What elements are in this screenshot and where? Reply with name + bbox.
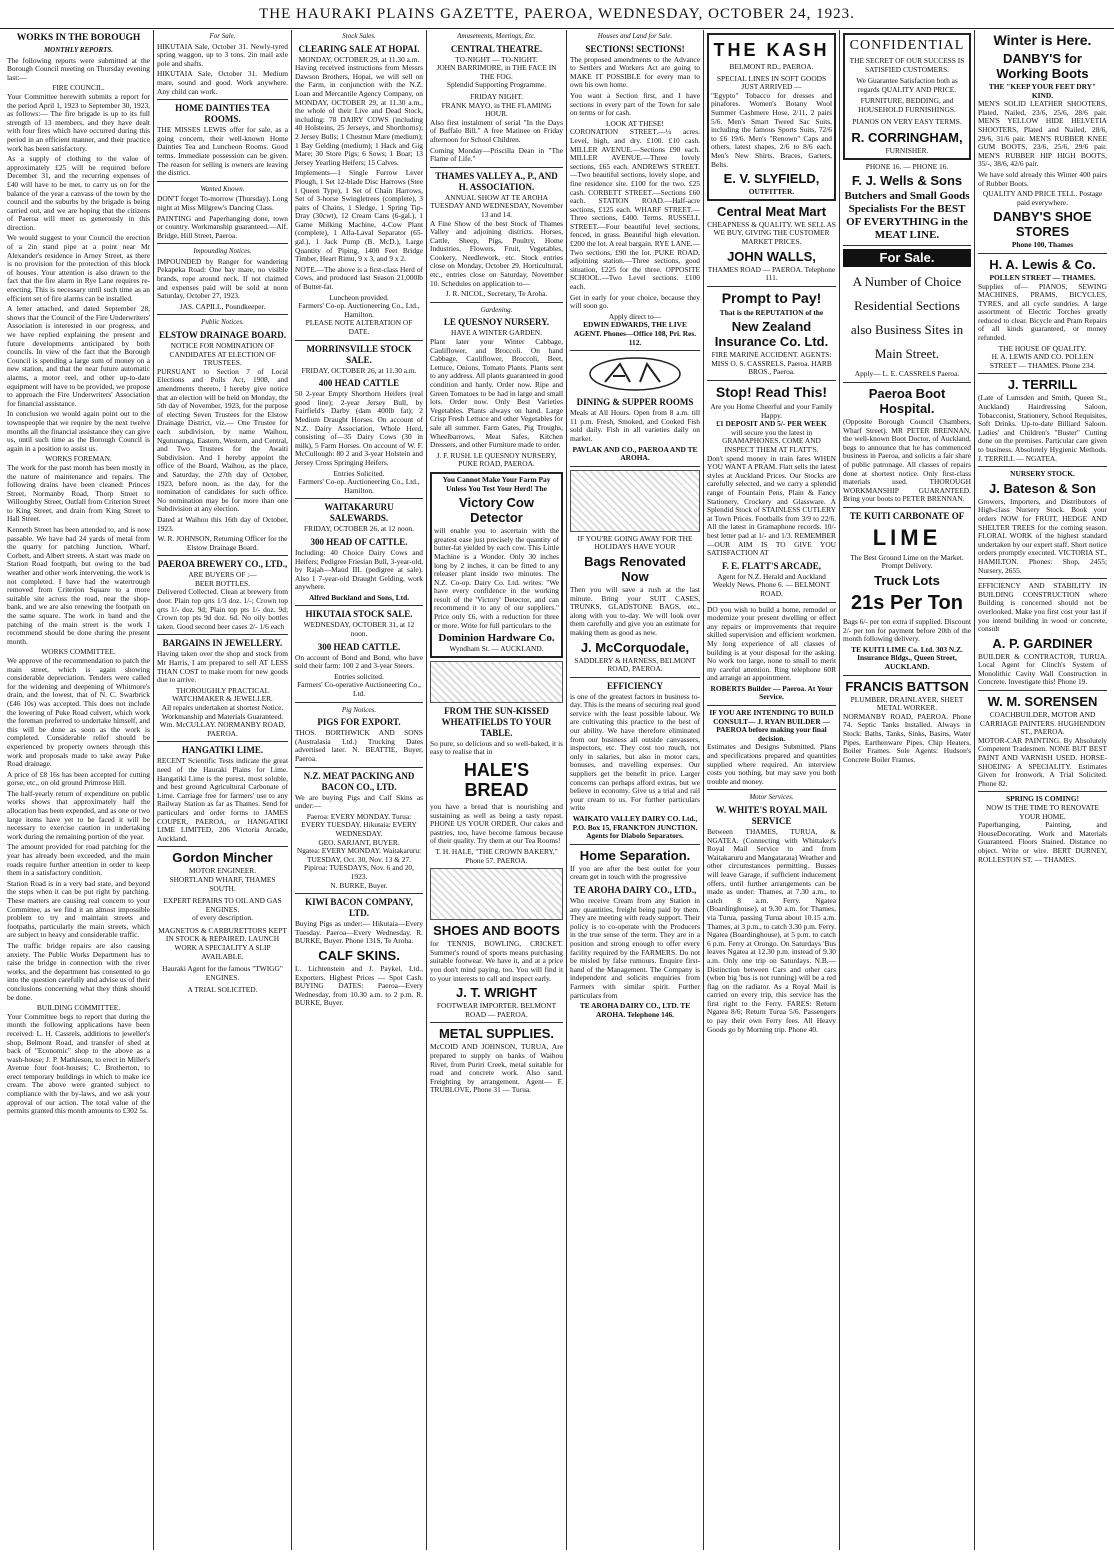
ad-head: WAITAKARURU SALEWARDS. (324, 502, 394, 524)
section-head: WORKS FOREMAN. (45, 454, 112, 464)
paragraph: A letter attached, and dated September 28, shows that the Council of the Fire Underwriters' Association is interested in our progress, and we have replied explaining the present and future developments anticipated by both councils. In view of the fact that the Borough Council is spending a large sum of money on a new station, and that the near future automatic alarms, a motor reel, and other up-to-date equipment will have to be provided, we propose to approach the Fire Underwriters' Association for financial assistance. (7, 304, 150, 408)
ad-text: Delivered Collected. Clean at brewery from door. Plain top qrts 1/3 doz. 1/-; Crown top qrts 1/- doz. 9d; Plain top pts 1/- doz. 9d; Crown top pts 9d doz. 6d. No oily bottles taken. Good second beer cases 2/- 1/6 each (157, 587, 288, 631)
ad-head: W. WHITE'S ROYAL MAIL SERVICE (715, 805, 828, 826)
ad-head: CLEARING SALE AT HOPAI. (298, 43, 420, 54)
signature: TE AROHA DAIRY CO., LTD. TE AROHA. Telephone 146. (579, 1001, 691, 1019)
ad-head: CALF SKINS. (318, 947, 400, 963)
ad-text: A Fine Show of the best Stock of Thames Valley and adjoining districts. Horses, Cattle, Sheep, Pigs, Poultry, Home Industries, Flowers, Fruit, Vegetables, Cookery, Needlework, etc. Stock entries close on Monday, October 29. Horticultural, etc., entries close on Saturday, November 10. Schedules on application to— (430, 218, 563, 288)
ad-head: FRANCIS BATTSON (845, 678, 969, 694)
ad-text: Coming Monday—Priscilla Dean in "The Flame of Life." (430, 145, 563, 164)
ad-subhead: THE "KEEP YOUR FEET DRY" KIND. (988, 82, 1097, 100)
ad-head: HANGATIKI LIME. (181, 745, 264, 756)
ad-subhead: FRIDAY NIGHT. (470, 91, 523, 101)
paragraph: A price of £8 16s has been accepted for cutting gorse, etc., on old ground Primrose Hill. (7, 769, 150, 788)
ad-head: METAL SUPPLIES. (438, 1026, 555, 1042)
ad-text: The Best Ground Lime on the Market. Prompt Delivery. (850, 552, 964, 571)
ad-text: If you are after the best outlet for your cream get in touch with the progressive (570, 863, 700, 882)
ad-text: A TRIAL SOLICITED. (187, 985, 258, 995)
ad-text: Are you Home Cheerful and your Family Happy. (710, 402, 833, 420)
ad-head: N.Z. MEAT PACKING AND BACON CO., LTD. (303, 770, 415, 792)
ad-text: Farmers' Co-operative Auctioneering Co., Ltd. (297, 680, 421, 699)
ad-text: Plant later your Winter Cabbage, Cauliflower, and Broccoli. On hand Cabbage, Cauliflower, Broccoli, Beet, Lettuce, Onions, Tomato Plants. Plants sent to any address. All plants guaranteed in good condition and hardy. Order now. Ripe and Green Tomatoes to be had in large and small lots. Order now. Only Best Varieties Vegetables. Plants always on hand. Large Crisp Fresh Lettuce and other Vegetables for sale all summer. Farm Gates, Pig Troughs, Wheelbarrows, Meat Safes, Kitchen Dressers, and other Furniture made to order. (430, 337, 564, 450)
ad-head: Victory Cow Detector (459, 495, 534, 526)
column-furniture (840, 30, 975, 1550)
column-stock (292, 30, 427, 1550)
ad-text: Buying Pigs as under:— Hikutaia—Every Tuesday. Paeroa—Every Wednesday. R. BURKE, Buyer. Phone 131S, Te Aroha. (295, 919, 423, 946)
category-head: Stock Sales. (342, 32, 376, 40)
ad-text: Including: 40 Choice Dairy Cows and Heifers; Pedigree Friesian Bull, 3-year-old, by Rajah—Maud III. (pedigree at sale). Also 1 7-year-old Draught Gelding, work anywhere. (295, 547, 423, 592)
ad-text: DO you wish to build a home, remodel or modernize your present dwelling or effect any repairs or improvements that require skilled supervision and efficient workmen. My long experience of all classes of building is at your disposal for the asking. No work too large, none to small to merit my careful attention. Ring telephone 60R and arrange an appointment. (707, 604, 836, 683)
ad-text: Farmers' Co-op. Auctioneering Co., Ltd., Hamilton. (298, 477, 420, 495)
ad-subhead: FRIDAY, OCTOBER 26, at 11.30 a.m. (301, 365, 417, 375)
ad-text: Implements—1 Single Furrow Lever Plough, 1 Set 12-blade Disc Harrows (Stee l Queen Type), 1 Set of Chain Harrows, Set of 3-horse Swingletrees (complete), 3 pairs of Chains, 1 Sledge, 1 Spring Tip-Dray (30cwt), 12 Cream Cans (6-gal.), 1 Game Milking Machine, 4-Cow Plant (complete), 1 Alfa-Laval Separator (65-gal.), 1 Jack Pump (B. McD.), Large Quantity of Piping, 1400 Feet Bridge Timber, Heart Rimu, 9 x 3, and 9 x 2. (295, 168, 423, 264)
ad-text: FOOTWEAR IMPORTER. BELMONT ROAD — PAEROA. (436, 1001, 557, 1019)
column-works (4, 30, 154, 1550)
ad-text: The proposed amendments to the Advance to Settlers and Workers Act are going to MAKE IT POSSIBLE for every man to own his own home. (570, 54, 700, 90)
columns (4, 30, 1110, 1550)
ad-head: Gordon Mincher (172, 850, 273, 866)
ad-head: SECTIONS! SECTIONS! (585, 43, 685, 54)
ad-text: So pure, so delicious and so well-baked, it is easy to realise that in (430, 738, 563, 757)
paragraph: The traffic bridge repairs are also causing anxiety. The Public Works Department has to raise the bridge in connection with the river works, and the department has consented to go into the question carefully and advise us of their conclusions concerning what they think should be done. (7, 940, 150, 1002)
luggage-illustration (570, 470, 700, 532)
category-head: For Sale. (209, 32, 236, 40)
article-subtitle: MONTHLY REPORTS. (43, 46, 114, 54)
ad-subhead: ANNUAL SHOW AT TE AROHA TUESDAY AND WEDNESDAY, November 13 and 14. (430, 192, 563, 219)
ad-text: SADDLERY & HARNESS, BELMONT ROAD, PAEROA. (574, 655, 696, 674)
ad-text: 50 2-year Empty Shorthorn Heifers (real good line); 2-year Jersey Bull, by Fairfield's Darby (dam 400lb fat); 2 Medium Draught Horses. On account of N.Z. Dairy Association, Whole Herd, consisting of—35 Dairy Cows (30 in milk), 5 Farm Horses. On account of W. F. McCullough: 80 2 and 3-year Holstein and Jersey Cross Springing Heifers. (295, 389, 423, 467)
ad-subhead: THE HOUSE OF QUALITY. (998, 343, 1087, 353)
ad-subhead: IF YOU'RE GOING AWAY FOR THE HOLIDAYS HAVE YOUR (577, 533, 693, 552)
ad-text: is one of the greatest factors in business to-day. This is the means of securing real good service with the least possible labour. We are cultivating this practice to the best of our ability. We have therefore eliminated from our business all outside canvassers, inspectors, etc. They cost too much, not only in salaries, but also in motor cars, bonuses, and travelling expenses. Our suppliers get the benefit in price. Larger concerns can perhaps afford extras, but we believe in economy. Give us a trial and rail your cream to us. For further particulars write (570, 691, 700, 813)
ad-head: J. Bateson & Son (989, 480, 1096, 496)
ad-text: FRANK MAYO, in THE FLAMING HOUR. (441, 100, 552, 119)
ad-subhead: POLLEN STREET — THAMES. (989, 272, 1096, 282)
ad-text: Between THAMES, TURUA, & NGATEA. (Connecting with Whittaker's Royal Mail Service to and from Waitakaruru and Mangatarata) Weather and other circumstances permitting. Busses will leave Garage, if sufficient inducement offers, until further arrangements can be made as under: Thames, at 7.30 a.m., to catch 8 a.m. Ferry. Ngatea (Boardinghouse), at 9.30 a.m. for Thames, via Turua, passing Turua about 10.15 a.m. Thames, at 3 p.m., to catch 3.30 p.m. Ferry. Ngatea (Boardinghouse), at 5 p.m. to catch 6 p.m. Ferry at Orongo. On Saturdays 'Bus leaves Ngatea at 12.30 p.m. instead of 9.30 a.m. Only one trip on Saturdays. N.B.—Distinction between Cars and other cars (when big 'bus is not running) will be a red flag on the radiator. As a Royal Mail is carried on every trip, this service has the first right to the Ferry. FARES: Return Ngatea 8/6; Return Turua 5/6. Passengers to pay their own Ferry fees. All Heavy Goods go by Morning trip. Phone 40. (707, 827, 836, 1034)
ad-head: Bags Renovated Now (584, 553, 686, 584)
ad-text: All repairs undertaken at shortest Notice. (161, 703, 284, 712)
ad-head: HIKUTAIA STOCK SALE. (305, 609, 413, 620)
ad-text: Wyndham St. — AUCKLAND. (449, 644, 544, 654)
ad-head: SHOES AND BOOTS (433, 923, 560, 939)
ad-text: Also first instalment of serial "In the Days of Buffalo Bill." A free Matinee on Friday afternoon for School Children. (430, 117, 563, 144)
ad-text: IMPOUNDED by Ranger for wandering Pekapeka Road: One bay mare, no visible brands, rope around neck. If not claimed and expenses paid will be sold at noon Saturday, October 27, 1923. (157, 256, 288, 301)
ad-text: We have sold already this Winter 400 pairs of Rubber Boots. (978, 169, 1107, 188)
ad-text: Hauraki Agent for the famous "TWIGG" ENGINES. (162, 964, 283, 982)
section-head: BUILDING COMMITTEE. (36, 1003, 121, 1013)
paragraph: The work for the past month has been mostly in the nature of maintenance and repairs. The following drains have been cleaned: Princes Street, Normanby Road, Thorp Street to Willoughby Street, Outfall from Criterion Street to King Street, and drain from King Street to Hall Street. (7, 462, 150, 524)
ad-head: Truck Lots (874, 573, 940, 589)
signature: Apply— L. E. CASSRELS Paeroa. (854, 369, 960, 379)
paragraph: Your Committee begs to report that during the month the following applications have been received: L. H. Cassrels, additions to jeweller's shop, Belmont Road, and transfer of shed at back of "Economic" shop to the above as a wash-house; J. P. Mathieson, to erect in Miller's Avenue four foot-houses; C. Brotherton, to erect temporary buildings in which to make ice cream. The above were granted subject to compliance with the by-laws, and we ask your approval of our action. The total value of the permits granted this month amounts to £302 5s. (7, 1011, 150, 1116)
ad-head: BARGAINS IN JEWELLERY. (162, 638, 283, 649)
ad-text: Don't spend money in train fares WHEN YOU WANT A PRAM. Flatt sells the latest styles at Auckland Prices. Our Stocks are carefully selected, and we carry a splendid range of Fountain Pens, Plain & Fancy Stationery, Crockery and Glassware. A Splendid Stock of STAINLESS CUTLERY at Town Prices. Footballs from 3/9 to 22/6. All the latest in Gramaphone records. 10/- best letter pad at 1/- and 1/3. REMEMBER—OUR AIM IS TO GIVE YOU SATISFACTION AT (707, 453, 836, 558)
ad-text: THOS. BORTHWICK AND SONS (Australasia Ltd.) Trucking Dates advertised later. N. BEATTIE, Buyer, Paeroa. (295, 728, 423, 763)
ad-head: PIGS FOR EXPORT. (317, 717, 401, 728)
ad-subhead: TE KUITI CARBONATE OF (849, 510, 965, 521)
ad-subhead: OUTFITTER. (748, 187, 795, 197)
ad-head: Home Separation. (579, 847, 691, 863)
ad-text: NOTE.—The above is a first-class Herd of Cows, and produced last Season 21,000lb of Butter-fat. (295, 264, 423, 292)
ad-text: RECENT Scientific Tests indicate the great need of the Hauraki Plains for Lime. Hangatiki Lime is the purest, most soluble, and best ground Agricultural Carbonate of Lime. Carriage free for farmers' use to any Railway Station as far as Thames. Send for particulars and order forms to JAMES COUPER, PAEROA, or HANGATIKI LIME LIMITED, 206 Victoria Arcade, Auckland. (157, 756, 288, 843)
ad-text: will enable you to ascertain with the greatest ease just precisely the quantity of butter-fat yielded by each cow. This Little Machine is a Wonder. Only 30 inches long by 2 inches, it can be fitted to any releaser plant inside two minutes. The N.Z. Co-op. Dairy Co. Ltd. writes: "We have every confidence in the working result of the 'Victory' Detector, and can recommend it to any of our suppliers." Price only £6, with a reduction for three or more. Write for full particulars to the (434, 526, 559, 630)
ad-subhead: MOTOR ENGINEER. (188, 866, 257, 876)
ad-head: J. McCorquodale, (580, 639, 690, 655)
ad-subhead: HAVE A WINTER GARDEN. (451, 328, 542, 338)
ad-text: for TENNIS, BOWLING, CRICKET. Summer's round of sports means purchasing suitable footwear. We have it, and at a price you don't mind paying, too. You will find it to your interests to call and inspect early. (430, 939, 563, 983)
ad-text: HIKUTAIA Sale, October 31. Newly-tyred spring waggon, up to 3 tons. 2in mail axle pole and shafts. (157, 41, 288, 68)
ad-text: PLEASE NOTE ALTERATION OF DATE. (305, 318, 413, 336)
signature: PAVLAK AND CO., PAEROA AND TE AROHA. (572, 444, 698, 463)
ad-subhead: 300 HEAD OF CATTLE. (310, 536, 408, 547)
ad-subhead: 400 HEAD CATTLE (318, 378, 400, 389)
paragraph: We would suggest to your Council the erection of a 2in stand pipe at a point near Mr Alexander's residence in Arney Street, as there is no provision for the protection of this block of houses. Your attention is also drawn to the fact that the fire alarm in Rye Lane requires re-erecting. This is necessary until such time as an efficient set of fire alarms can be installed. (7, 233, 150, 303)
paragraph: The amount provided for road patching for the year has already been exceeded, and the main roads require further attention in order to keep them in a satisfactory condition. (7, 842, 150, 878)
ad-text: Paeroa: EVERY MONDAY. Turua: EVERY TUESDAY. Hikutaia: EVERY WEDNESDAY. (301, 811, 417, 838)
column-classifieds (154, 30, 292, 1550)
ad-subhead: ARE BUYERS OF :— (188, 570, 257, 580)
ad-subhead: ROBERTS Builder — Paeroa. At Your Service. (710, 683, 833, 702)
ad-head: J. T. WRIGHT (456, 985, 537, 1001)
ad-text: MEN'S SOLID LEATHER SHOOTERS, Plated, Nailed, 23/6, 25/6, 28/6 pair. MEN'S YELLOW HIDE HELVETIA SHOOTERS, Plated and Nailed, 28/6, 29/6, 31/6 pair. MEN'S RUBBER KNEE GUM BOOTS, 23/6, 25/6, 29/6 pair. MEN'S RUBBER HIP HIGH BOOTS, 35/-, 38/6, 42/6 pair. (978, 99, 1107, 169)
ad-text: Paperhanging, Painting, and HouseDecorating. Work and Materials Guaranteed. Floors Stained. Distance no object. Write or wire. BERT DURNEY, ROLLESTON ST. — THAMES. (978, 820, 1107, 864)
signature: WAIKATO VALLEY DAIRY CO. Ltd., P.O. Box 15, FRANKTON JUNCTION. Agents for Diabolo Separators. (572, 814, 698, 841)
ad-text: you have a bread that is nourishing and sustaining as well as being a tasty repast. PHONE US YOUR ORDER. Our cakes and pastries, too, have become famous because of their quality. Try them at our Tea Rooms! (430, 802, 563, 846)
ad-subhead: SPECIAL LINES IN SOFT GOODS JUST ARRIVED — (716, 73, 827, 92)
ad-subhead: FURNISHER. (885, 146, 929, 156)
ad-subhead: That is the REPUTATION of the (719, 307, 824, 317)
ad-text: Who receive Cream from any Station in any quantities, freight being paid by them. They are meeting with ready support. Their policy is to co-operate with the Producers in the true sense of the term. They are in a position and strong enough to offer every facility required by the FARMERS. Do not be misled by false rumours. Enquire first-hand of the Management. The Company is independent and solicits enquiries from Farmers with similar spirit. Further particulars from (570, 895, 700, 1000)
ad-text: Alfred Buckland and Sons, Ltd. (308, 592, 410, 602)
paragraph: In conclusion we would again point out to the townspeople that we require by the next twelve months all the financial assistance they can give us, until such time as the Borough Council is again in a position to assist us. (7, 409, 150, 453)
ad-text: THAMES ROAD — PAEROA. Telephone 111. (707, 264, 836, 283)
ad-head: 21s Per Ton (851, 592, 963, 615)
column-boots (975, 30, 1110, 1550)
ad-text: You want a Section first, and I have sections in every part of the Town for sale on terms or for cash. (570, 90, 700, 118)
ad-text: CHEAPNESS & QUALITY. WE SELL AS WE BUY, GIVING THE CUSTOMER MARKET PRICES. (707, 219, 836, 246)
ad-head: ELSTOW DRAINAGE BOARD. (159, 330, 286, 341)
ad-text: "Egypto" Tobacco for dresses and pinafores. Women's Botany Wool Summer Cashmere Hose, 2/11, 2 pairs 5/6. Men's Smart Tweed Sac Suits, including the famous Sports Suits, 72/6 to £6 19/6. Men's "Renown" Caps and others, latest shapes, 2/6 to 8/6 each. Men's New Shirts, Braces, Garters, Belts. (711, 90, 832, 169)
ad-subhead: You Cannot Make Your Farm Pay Unless You Test Your Herd! The (442, 474, 551, 493)
ad-head: EFFICIENCY (606, 680, 663, 691)
ad-head: KIWI BACON COMPANY, LTD. (305, 897, 413, 919)
ad-text: CORONATION STREET.—¼ acres. Level, high, and dry. £100. £10 cash. MILLER AVENUE.—Sections £90 each. MILLER AVENUE.—Three lovely sections, £65 each. ANDREWS STREET.—Two beautiful sections, lovely slope, and fine residence site. £100 for the two. £25 cash. CORBETT STREET.—Sections £60 each. STATION ROAD.—Half-acre sections, £125 each. WHARF STREET.—Three sections, £400. Terms. RUSSELL STREET.—Four beautiful level sections, fenced, in grass. Beautiful high elevation. £200 the lot. A real bargain. RYE LANE.—Two sections, £90 the lot. PUKE ROAD, adjoining station.—Three sections, good situation, £225 for the three. OPPOSITE SCHOOL.—Two Level sections. £100 each. (570, 127, 700, 292)
ad-head: J. TERRILL (1007, 377, 1078, 393)
ad-text: GEO. SARJANT, BUYER. (318, 837, 400, 847)
ad-text: JOHN BARRIMORE, in THE FACE IN THE FOG. (436, 63, 557, 81)
paragraph: Your Committee herewith submits a report for the period April 1, 1923 to September 30, 1923, as follows:— The fire brigade is up to its full strength of 13 members, and they have dealt with four fires which have occurred during this period in an efficient manner, and their practice work has been satisfactory. (7, 91, 150, 153)
signature: J. F. RUSH. LE QUESNOY NURSERY, PUKE ROAD, PAEROA. (436, 450, 557, 469)
paragraph: The following reports were submitted at the Borough Council meeting on Thursday evening last:— (7, 55, 150, 82)
ad-text: EFFICIENCY AND STABILITY IN BUILDING CONSTRUCTION where Building is concerned should not be overlooked. Make you first cost your last if you intend building in wood or concrete, consult (978, 581, 1107, 634)
signature: H. A. LEWIS AND CO. POLLEN STREET — THAMES. Phone 234. (989, 352, 1096, 370)
ad-head: Winter is Here. (993, 32, 1092, 48)
category-head: Public Notices. (201, 318, 244, 327)
signature: EDWIN EDWARDS, THE LIVE AGENT. Phones—Office 108, Pri. Res. 112. (573, 320, 697, 347)
ad-text: We are buying Pigs and Calf Skins as under:— (295, 792, 423, 811)
paragraph: We approve of the recommendation to patch the main street, which is again showing considerable depreciation. Tenders were called for the widening and deepening of Whitmore's drain, and the lowest, that of N. C. Swarbrick (£46 10s) was accepted. This does not include the lowering of Puke Road culvert, which work the foreman preferred to undertake himself, and this will be done as soon as the work is completed. Considerable relief should be experienced by property owners through this work and proposals made to take away Puke Road drainage. (7, 655, 150, 769)
signature: Wm. McCULLAY. NORMANBY ROAD, PAEROA. (159, 720, 286, 738)
ad-head: Prompt to Pay! (721, 289, 822, 306)
ad-text: Having received instructions from Messrs Dawson Brothers, Hopai, we will sell on the Farm, in conjunction with the N.Z. Loan and Mercantile Agency Company, on MONDAY, OCTOBER 29, at 11.30 a.m., the whole of their Live and Dead Stock, including: 78 DAIRY COWS (including 40 Holsteins, 25 Jerseys, and Shorthorns); 2 Jersey Bulls; 1 Chestnut Mare (medium); 1 Bay Gelding (medium); 1 Hack and Gig Mare; 30 Store Pigs; 6 Sows; 1 Boar; 13 Jersey Yearling Heifers; 15 Calves. (295, 63, 423, 167)
ad-text: Luncheon provided. (329, 292, 389, 302)
ad-head: THAMES VALLEY A., P., AND H. ASSOCIATION. (435, 170, 558, 192)
ad-text: Entries solicited. (334, 671, 384, 681)
ad-text: BELMONT RD., PAEROA. (729, 62, 814, 71)
ad-text: FIRE MARINE ACCIDENT. AGENTS: MISS O. S. CASSRELS, Paeroa. HARB BROS., Paeroa. (711, 350, 832, 377)
column-amusements (427, 30, 567, 1550)
ad-subhead: COACHBUILDER, MOTOR AND CARRIAGE PAINTERS. HUGHENDON ST., PAEROA. (979, 710, 1106, 737)
ad-text: Workmanship and Materials Guaranteed. (161, 711, 284, 721)
signature: T. H. HALE, "THE CROWN BAKERY," Phone 57. PAEROA. (435, 847, 558, 865)
ad-subhead: PLUMBER, DRAINLAYER, SHEET METAL WORKER. (850, 694, 964, 713)
ad-head: Central Meat Mart (716, 203, 827, 219)
ad-text: (Opposite Borough Council Chambers, Wharf Street). MR PETER BRENNAN, the well-known Boot Doctor, of Auckland, begs to announce that he has commenced business in Paeroa, and solicits a fair share of public patronage. All classes of repairs done at shortest notice. Only first-class materials used. THOROUGH WORKMANSHIP GUARANTEED. Bring your boots to PETER BRENNAN. (843, 416, 971, 504)
paragraph: Kenneth Street has been attended to, and is now passable. We have had 24 yards of metal from the quarry for patching Junction, Wharf, Corbett, and Albert streets. A start was made on Station Road footpath, but owing to the bad weather and other work intervening, the work is not completed. I have had the watertrough removed from Criterion Square to a more suitable site across the road, near the shop-bank, and we are also renewing the footpath on the same square. The work in hand and the patching of the main street is the work I recommend should be done during the present month. (7, 525, 150, 646)
ad-text: PAINTING and Paperhanging done, town or country. Workmanship guaranteed.—Alf. Bridge, Hill Street, Paeroa. (157, 213, 288, 240)
category-head: Pig Notices. (341, 705, 377, 714)
ad-text: Having taken over the shop and stock from Mr Harris, I am prepared to sell AT LESS THAN COST to make room for new goods due to arrive. (157, 649, 288, 685)
ad-subhead: LOOK AT THESE! (605, 118, 665, 128)
ad-text: DON'T forget To-morrow (Thursday). Long night at Miss Milgrew's Dancing Class. (157, 194, 288, 212)
ad-text: of every description. (192, 913, 253, 923)
category-head: Houses and Land for Sale. (597, 32, 673, 40)
ad-head: Paeroa Boot Hospital. (868, 385, 946, 416)
ad-subhead: THOROUGHLY PRACTICAL WATCHMAKER & JEWELLER. (172, 685, 273, 704)
boots-illustration (430, 868, 563, 920)
paragraph: As a supply of clothing to the value of approximately £25 will be required before December 31, and the recurring expenses of £40 will have to be met, to carry us on for the balance of the year a canvass of the town by the council and the suburbs by the brigade is being carried out, and we are hoping that the citizens of Paeroa will meet us generously in this direction. (7, 154, 150, 232)
ad-text: PURSUANT to Section 7 of Local Elections and Polls Act, 1908, and amendments thereto, I hereby give notice that an election will be held on Monday, the 5th day of November, 1923, for the purpose of electing Seven Trustees for the Elstow Drainage District, viz.— One Trustee for each subdivision, by name Waihou, Ngutunanga, Eastern, Western, and Central, and Two Trustees for the Awaiti Subdivision. And I hereby appoint the office of the Board, Waihou, as the place, and Saturday, the 27th day of October, 1923, before noon, as the day, for the nomination of candidates for such office. No nomination may be for more than one Subdivision at any election. (157, 366, 288, 514)
ad-head: FROM THE SUN-KISSED WHEATFIELDS TO YOUR TABLE. (441, 705, 552, 738)
ad-head: DANBY'S for Working Boots (996, 51, 1089, 81)
ad-subhead: EXPERT REPAIRS TO OIL AND GAS ENGINES. (163, 896, 282, 914)
ad-text: PIANOS ON VERY EASY TERMS. (852, 116, 962, 126)
category-head: Wanted Known. (200, 184, 245, 193)
signature: W. R. JOHNSON, Returning Officer for the Elstow Drainage Board. (157, 534, 288, 552)
ad-text: Butchers and Small Goods Specialists For the BEST OF EVERYTHING in the MEAT LINE. (844, 190, 970, 242)
ad-head: CONFIDENTIAL (849, 38, 965, 53)
ad-subhead: Phone 100, Thames (1011, 240, 1074, 250)
ad-head: THE KASH (713, 40, 830, 60)
ad-subhead: 300 HEAD CATTLE. (317, 641, 401, 652)
masthead: THE HAURAKI PLAINS GAZETTE, PAEROA, WEDNESDAY, OCTOBER 24, 1923. (0, 0, 1114, 29)
ad-text: THE MISSES LEWIS offer for sale, as a going concern, their well-known Home Dainties Tea and Luncheon Rooms. Good terms. Immediate possession can be given. The reason for selling is owners are leaving the district. (157, 125, 288, 178)
wheatfield-illustration (430, 661, 563, 703)
ad-text: N. BURKE, Buyer. (330, 880, 388, 890)
ad-text: FURNITURE, BEDDING, and HOUSEHOLD FURNISHINGS. (858, 96, 956, 114)
ad-head: Stop! Read This! (715, 384, 828, 401)
ad-text: Entries Solicited. (333, 468, 385, 478)
category-head: Amusements, Meetings, Etc. (457, 32, 536, 40)
ad-head: LE QUESNOY NURSERY. (443, 317, 550, 328)
ad-subhead: WEDNESDAY, OCTOBER 31, at 12 noon. (303, 620, 415, 639)
ad-text: QUALITY AND PRICE TELL. Postage paid everywhere. (982, 189, 1103, 207)
ad-subhead: TE AROHA DAIRY CO., LTD., (573, 884, 697, 895)
ad-head: PAEROA BREWERY CO., LTD., (157, 559, 288, 570)
signature: TE KUITI LIME Co. Ltd. 303 N.Z. Insurance Bldgs., Queen Street, AUCKLAND. (851, 644, 963, 672)
ad-subhead: NOTICE FOR NOMINATION OF CANDIDATES AT ELECTION OF TRUSTEES. (169, 341, 276, 368)
ad-text: Growers, Importers, and Distributors of High-class Nursery Stock. Book your orders NOW for FRUIT, HEDGE AND SHELTER TREES for the coming season. FLORAL WORK of the highest standard undertaken by our expert staff. Short notice orders promptly executed. VICTORIA ST., HAMILTON. Phones: Shop, 2455; Nursery, 2655. (978, 496, 1107, 575)
corringham-ad (843, 33, 971, 160)
column-houses (567, 30, 704, 1550)
ad-subhead: IF YOU ARE INTENDING TO BUILD CONSULT— J. RYAN BUILDER — PAEROA before making your final decision. (709, 708, 834, 743)
ad-head: LIME (872, 524, 942, 550)
ad-text: HIKUTAIA Sale, October 31. Medium mare, sound and good. Work anywhere. Any child can work. (157, 69, 288, 96)
paragraph: Station Road is in a very bad state, and beyond the steps when it can be put right by patching. These matters are causing real concern to your Committee, as we find it an almost impossible problem to try and maintain streets and footpaths, particularly the main streets, which are subject to heavy and considerable traffic. (7, 878, 150, 940)
ad-head: DINING & SUPPER ROOMS (576, 397, 694, 408)
ad-text: Farmers' Co-op. Auctioneering Co., Ltd., Hamilton. (298, 301, 420, 319)
ad-text: McCOID AND JOHNSON, TURUA, Are prepared to supply on banks of Waihou River, from Puriri Creek, metal suitable for road and concrete work. Also sand. Freighting by arrangement. Agent— F. TRUBLOVE, Phone 31 — Turua. (430, 1042, 563, 1095)
paragraph: The half-yearly return of expenditure on public works shows that approximately half the allocation has been expended, and as one or two large items have yet to be faced it will be necessary to exercise caution in undertaking work during the remaining portion of the year. (7, 788, 150, 841)
ad-subhead: TO-NIGHT — TO-NIGHT. (455, 54, 538, 64)
section-head: WORKS COMMITTEE. (41, 647, 116, 657)
ad-head: F. J. Wells & Sons (851, 173, 963, 189)
category-head: Gardening. (480, 305, 513, 314)
ad-text: Ngatea: EVERY MONDAY. Waitakaruru: TUESDAY, Oct. 30, Nov. 13 & 27. Pipiroa: TUESDAYS, Nov. 6 and 20, 1923. (296, 846, 422, 881)
ad-subhead: £1 DEPOSIT AND 5/- PER WEEK (716, 419, 827, 429)
article-title: WORKS IN THE BOROUGH (16, 33, 141, 43)
ad-text: Get in early for your choice, because they will soon go. (570, 292, 700, 311)
ad-head: DANBY'S SHOE STORES (993, 209, 1092, 240)
victory-ad (430, 472, 563, 658)
ad-text: NORMANBY ROAD, PAEROA. Phone 74. Septic Tanks Installed. Always in Stock: Baths, Tanks, Sinks, Basins, Water Pipes, Earthenware Pipes, Chip Heaters, Boiler Frames. Sole Agents: Hudson's Concrete Boiler Frames. (843, 711, 971, 764)
ad-text: Splendid Supporting Programme. (446, 80, 547, 90)
ad-head: E. V. SLYFIELD, (723, 171, 820, 187)
ad-subhead: BEER BOTTLES. (194, 578, 251, 588)
ad-text: Dated at Waihou this 16th day of October, 1923. (157, 514, 288, 533)
ad-head: R. CORRINGHAM, (851, 130, 963, 146)
ad-head: Dominion Hardware Co. (438, 632, 555, 645)
ad-text: SHORTLAND WHARF, THAMES SOUTH. (169, 874, 276, 893)
signature: JAS. CAPILL, Poundkeeper. (179, 301, 266, 311)
ad-text: Then you will save a rush at the last minute. Bring your SUIT CASES, TRUNKS, GLADSTONE BAGS, etc., along with you to-day. We will look over them carefully and give you an estimate for making them as good as new. (570, 584, 700, 637)
signature: J. R. NICOL, Secretary, Te Aroha. (445, 289, 548, 299)
ad-subhead: MONDAY, OCTOBER 29, at 11.30 a.m. (298, 54, 420, 64)
ad-text: Supplies of— PIANOS, SEWING MACHINES, PRAMS, BICYCLES, TYRES, and all cycle sundries. A large assortment of Electric Torches greatly reduced to clear. Bicycle and Pram Repairs of all kinds guaranteed, or money refunded. (978, 281, 1107, 343)
ad-text: Apply direct to— (608, 311, 662, 321)
ad-head: JOHN WALLS, (727, 248, 816, 264)
ad-head: H. A. Lewis & Co. (989, 256, 1096, 272)
ad-subhead: NURSERY STOCK. (1010, 469, 1075, 479)
ad-subhead: SPRING IS COMING! (1005, 794, 1080, 804)
category-head: Motor Services. (749, 793, 794, 802)
ornamental-logo (585, 354, 685, 394)
ad-subhead: FRIDAY, OCTOBER 26, at 12 noon. (304, 524, 414, 534)
kash-ad (707, 33, 836, 201)
ad-text: will secure you the latest in GRAMAPHONES. COME AND INSPECT THEM AT FLATT'S. (722, 427, 821, 455)
column-retail (704, 30, 840, 1550)
ad-head: HALE'S BREAD (463, 760, 530, 801)
ad-text: Agent for N.Z. Herald and Auckland Weekly News. Phone 6. — BELMONT ROAD. (712, 571, 831, 598)
ad-text: A Number of Choice Residential Sections also Business Sites in Main Street. (850, 274, 964, 362)
ad-text: Bags 6/- per ton extra if supplied. Discount 2/- per ton for payment before 20th of the month following delivery. (843, 617, 971, 644)
ad-text: PHONE 16. — PHONE 16. (865, 161, 949, 171)
ad-text: Estimates and Designs Submitted. Plans and specifications prepared and quantities supplied where required. An interview costs you nothing, but may save you both trouble and money. (707, 742, 836, 786)
ad-text: (Late of Lumsden and Smith, Queen St., Auckland) Hairdressing Saloon, Tobacconist, Stationery, School Requisites, Soft Drinks. Up-to-date Billiard Saloon. Ladies' and Children's "Buster" Cutting done on the premises. Particular care given to business. Absolutely Hygienic Methods. J. TERRILL — NGATEA. (978, 393, 1107, 463)
ad-text: NOW IS THE TIME TO RENOVATE YOUR HOME. (985, 803, 1100, 821)
ad-text: L. Lichtenstein and J. Paykel, Ltd., Exporters. Highest Prices — Spot Cash. BUYING DATES: Paeroa—Every Wednesday, from 10.30 a.m. to 2 p.m. R. BURKE, Buyer. (295, 963, 423, 1008)
ad-text: THE SECRET OF OUR SUCCESS IS SATISFIED CUSTOMERS. (849, 56, 965, 74)
ad-text: We Guarantee Satisfaction both as regards QUALITY AND PRICE. (856, 76, 958, 94)
ad-head: W. M. SORENSEN (987, 694, 1098, 710)
ad-text: BUILDER & CONTRACTOR, TURUA. Local Agent for Clinch's System of Monolithic Cavity Wall Construction in Concrete. Investigate this! Phone 19. (978, 651, 1107, 687)
ad-head: New Zealand Insurance Co. Ltd. (714, 319, 829, 350)
category-head: Impounding Notices. (193, 247, 252, 256)
ad-head: HOME DAINTIES TEA ROOMS. (175, 103, 270, 125)
ad-text: MOTOR-CAR PAINTING. By Absolutely Competent Tradesmen. NONE BUT BEST PAINT AND VARNISH USED. HORSE-SHOEING A SPECIALITY. Estimates Given for Ironwork. A Trial Solicited. Phone 82. (978, 735, 1107, 788)
ad-head: CENTRAL THEATRE. (450, 43, 543, 54)
ad-head: A. P. GARDINER (992, 635, 1093, 651)
ad-head: F. E. FLATT'S ARCADE, (721, 560, 822, 571)
ad-text: MAGNETOS & CARBURETTORS KEPT IN STOCK & REPAIRED. LAUNCH WORK A SPECIALITY A SLIP AVAILABLE. (158, 925, 287, 961)
ad-text: Meals at All Hours. Open from 8 a.m. till 11 p.m. Fresh, Smoked, and Cooked Fish sold daily. Fish in all varieties daily on market. (570, 408, 700, 443)
ad-head: MORRINSVILLE STOCK SALE. (306, 343, 412, 365)
ad-head: For Sale. (843, 249, 971, 267)
ad-text: On account of Bond and Bond, who have sold their farm: 100 2 and 3-year Steers. (295, 652, 423, 671)
section-head: FIRE COUNCIL. (52, 83, 105, 93)
